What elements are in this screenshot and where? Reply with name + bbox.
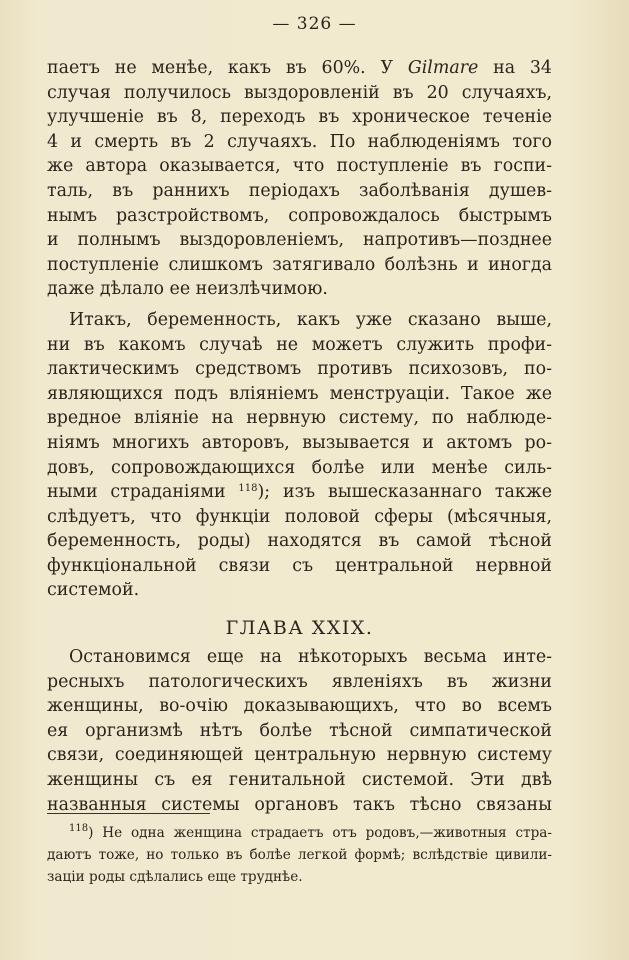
paragraph-3 [47,645,552,817]
text-line: улучшеніе въ 8, переходъ въ хроническое теченіе [47,107,552,128]
footnote [47,822,552,888]
text-line: случая получилось выздоровленій въ 20 случаяхъ, [47,82,552,103]
text-line: довъ, сопровождающихся болѣе или менѣе силь- [47,457,552,478]
text-line: таль, въ раннихъ періодахъ заболѣванія душев- [47,180,552,201]
text-line: системой. [47,580,140,601]
text-line: 4 и смерть въ 2 случаяхъ. По наблюденіямъ того [47,131,552,152]
text-line: и полнымъ выздоровленіемъ, напротивъ—позднее [47,230,552,251]
page-number: — 326 — [272,14,357,34]
footnote-divider [47,813,210,814]
text-line: ни въ какомъ случаѣ не можетъ служить профи- [47,334,552,355]
text-line: женщины съ ея генитальной системой. Эти двѣ [47,770,552,791]
text-line: же автора оказывается, что поступленіе въ госпи- [47,156,552,177]
footnote-line: $^{118}$) Не одна женщина страдаетъ отъ родовъ,—животныя стра- [69,823,552,841]
text-line: являющихся подъ вліяніемъ менструаціи. Такое же [47,383,552,404]
footnote-number: 118 [69,823,89,834]
text-line: нымъ разстройствомъ, сопровождалось быстрымъ [47,205,552,226]
text-line: Итакъ, беременность, какъ уже сказано выше, [69,309,552,330]
text-line: беременность, роды) находятся въ самой тѣсной [47,531,552,552]
text-line: связи, соединяющей центральную нервную систему [47,745,552,766]
text-line: даже дѣлало ее неизлѣчимою. [47,279,328,300]
paragraph-1 [47,56,552,302]
text-line: поступленіе слишкомъ затягивало болѣзнь и иногда [47,254,552,275]
text-line: лактическимъ средствомъ противъ психозовъ, по- [47,359,552,380]
text-line: функціональной связи съ центральной нервной [47,555,552,576]
chapter-heading: ГЛАВА XXIX. [225,617,374,640]
text-line: ея организмѣ нѣтъ болѣе тѣсной симпатической [47,720,552,741]
text-line: Остановимся еще на нѣкоторыхъ весьма инте- [69,647,552,668]
footnote-line: даютъ тоже, но только въ болѣе легкой формѣ; вслѣдствіе цивили- [47,847,552,863]
author-name: Gilmare [407,58,479,78]
text-line: названныя системы органовъ такъ тѣсно связаны [47,794,552,815]
text-line: ными страданіями $^{118}$); изъ вышесказаннаго также [47,482,552,503]
footnote-line: заціи роды сдѣлались еще труднѣе. [47,869,303,885]
main-text [47,56,552,817]
text-line: ресныхъ патологическихъ явленіяхъ въ жизни [47,671,552,692]
text-line: ніямъ многихъ авторовъ, вызывается и актомъ ро- [47,432,552,453]
text-line: вредное вліяніе на нервную систему, по наблюде- [47,408,552,429]
text-line: паетъ не менѣе, какъ въ 60%. У Gilmare на 34 [47,58,552,78]
footnote-reference: 118 [238,483,258,495]
text-line: слѣдуетъ, что функціи половой сферы (мѣсячныя, [47,506,552,527]
text-line: женщины, во-очію доказывающихъ, что во всемъ [47,696,552,717]
paragraph-2 [47,308,552,603]
